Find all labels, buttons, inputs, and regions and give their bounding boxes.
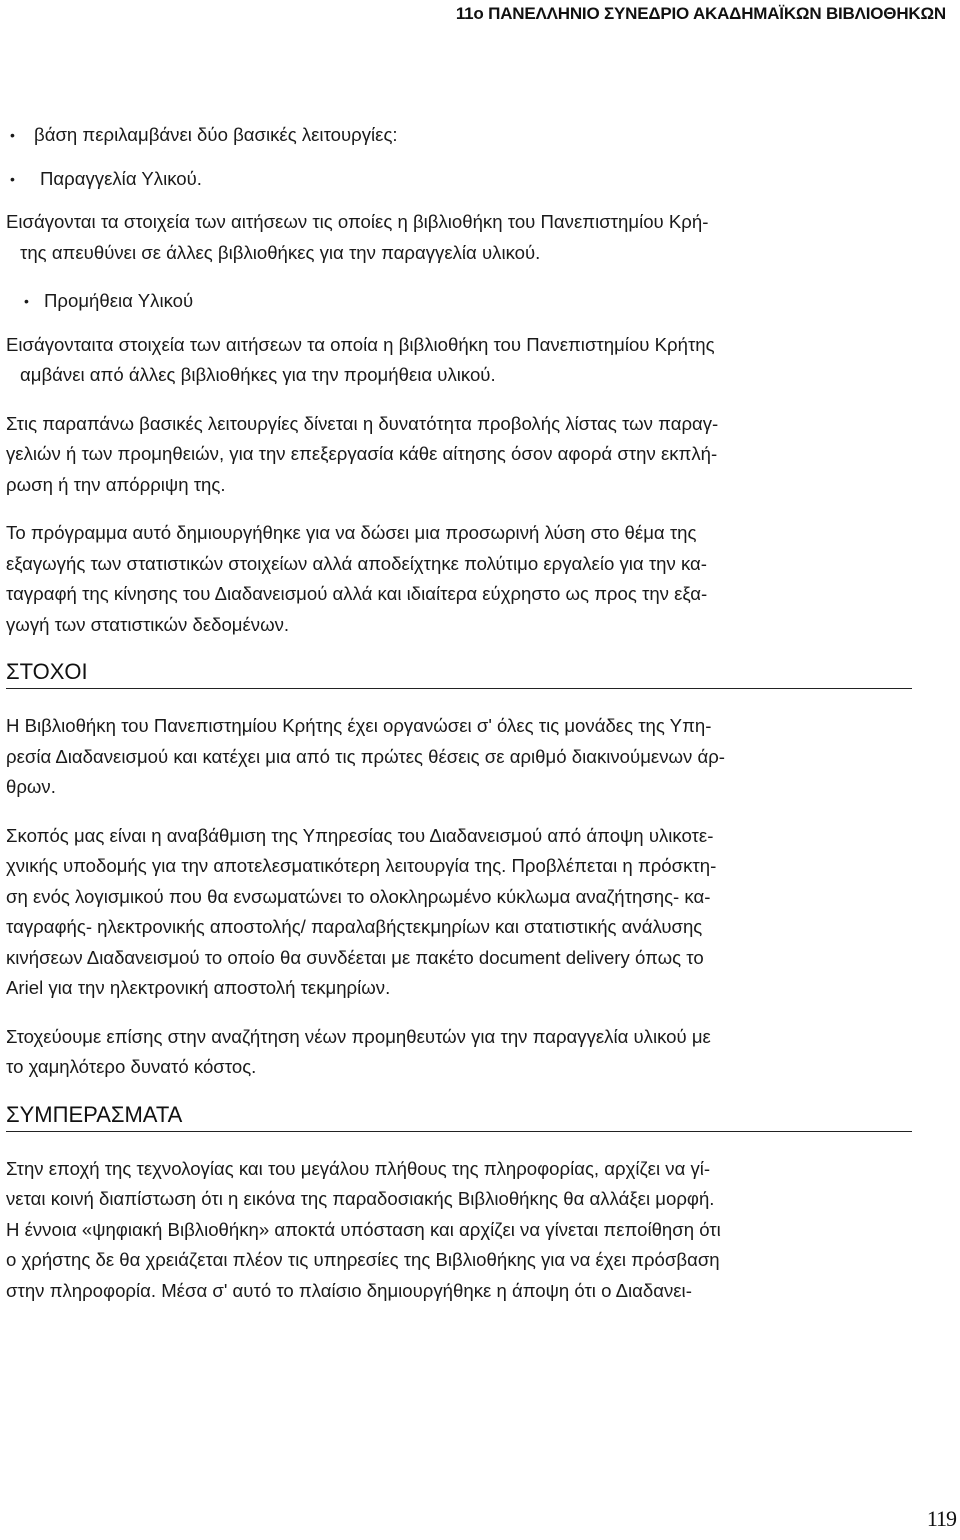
running-header: 11ο ΠΑΝΕΛΛΗΝΙΟ ΣΥΝΕΔΡΙΟ ΑΚΑΔΗΜΑΪΚΩΝ ΒΙΒΛΙΟΘΗΚΩΝ — [455, 4, 946, 23]
bullet-icon: • — [10, 170, 15, 187]
paragraph-goals-1: Η Βιβλιοθήκη του Πανεπιστημίου Κρήτης έχει οργανώσει σ' όλες τις μονάδες της Υπη- ρεσία Διαδανεισμού και κατέχει μια από τις πρώτες θέσεις σε αριθμό διακινούμενων άρ- θρων. — [6, 715, 725, 797]
paragraph-goals-2: Σκοπός μας είναι η αναβάθμιση της Υπηρεσίας του Διαδανεισμού από άποψη υλικοτε- χνικής υποδομής για την αποτελεσματικότερη λειτουργία της. Προβλέπεται η πρόσκτη- ση ενός λογισμικού που θα ενσωματώνει το ολοκληρωμένο κύκλωμα αναζήτησης- κα- ταγραφής- ηλεκτρονικής αποστολής/ παραλαβήςτεκμηρίων και στατιστικής ανάλυσης κινήσεων Διαδανεισμού το οποίο θα συνδέεται με πακέτο document delivery όπως το Ariel για την ηλεκτρονική αποστολή τεκμηρίων. — [6, 824, 717, 998]
list-item: • βάση περιλαμβάνει δύο βασικές λειτουργίες: — [6, 120, 912, 151]
paragraph-functions: Στις παραπάνω βασικές λειτουργίες δίνεται η δυνατότητα προβολής λίστας των παραγ- γελιών ή των προμηθειών, για την επεξεργασία κάθε αίτησης όσον αφορά στην εκπλή- ρωση ή την απόρριψη της. — [6, 412, 719, 495]
paragraph-order: Εισάγονται τα στοιχεία των αιτήσεων τις οποίες η βιβλιοθήκη του Πανεπιστημίου Κρή- της απευθύνει σε άλλες βιβλιοθήκες για την παραγγελία υλικού. — [6, 211, 709, 263]
section-heading-conclusions: ΣΥΜΠΕΡΑΣΜΑΤΑ — [6, 1101, 912, 1132]
page-body — [6, 120, 912, 1306]
paragraph-program: Το πρόγραμμα αυτό δημιουργήθηκε για να δώσει μια προσωρινή λύση στο θέμα της εξαγωγής των στατιστικών στοιχείων αλλά αποδείχτηκε πολύτιμο εργαλείο για την κα- ταγραφή της κίνησης του Διαδανεισμού αλλά και ιδιαίτερα εύχρηστο ως προς την εξα- γωγή των στατιστικών δεδομένων. — [6, 522, 708, 635]
list-item: • Παραγγελία Υλικού. — [6, 164, 912, 195]
paragraph-goals-3: Στοχεύουμε επίσης στην αναζήτηση νέων προμηθευτών για την παραγγελία υλικού με το χαμηλότερο δυνατό κόστος. — [6, 1025, 711, 1077]
list-item: • Προμήθεια Υλικού — [6, 286, 912, 317]
bullet-icon: • — [24, 293, 29, 309]
section-heading-goals: ΣΤΟΧΟΙ — [6, 658, 912, 689]
bullet-icon: • — [10, 127, 15, 143]
paragraph-supply: Εισάγονταιτα στοιχεία των αιτήσεων τα οποία η βιβλιοθήκη του Πανεπιστημίου Κρήτης αμβάνει από άλλες βιβλιοθήκες για την προμήθεια υλικού. — [6, 333, 715, 385]
paragraph-conclusions: Στην εποχή της τεχνολογίας και του μεγάλου πλήθους της πληροφορίας, αρχίζει να γί- νεται κοινή διαπίστωση ότι η εικόνα της παραδοσιακής Βιβλιοθήκης θα αλλάξει μορφή. Η έννοια «ψηφιακή Βιβλιοθήκη» αποκτά υπόσταση και αρχίζει να γίνεται πεποίθηση ότι ο χρήστης δε θα χρειάζεται πλέον τις υπηρεσίες της Βιβλιοθήκης για να έχει πρόσβαση στην πληροφορία. Μέσα σ' αυτό το πλαίσιο δημιουργήθηκε η άποψη ότι ο Διαδανει- — [6, 1157, 721, 1301]
page-number: 119 — [926, 1506, 956, 1531]
